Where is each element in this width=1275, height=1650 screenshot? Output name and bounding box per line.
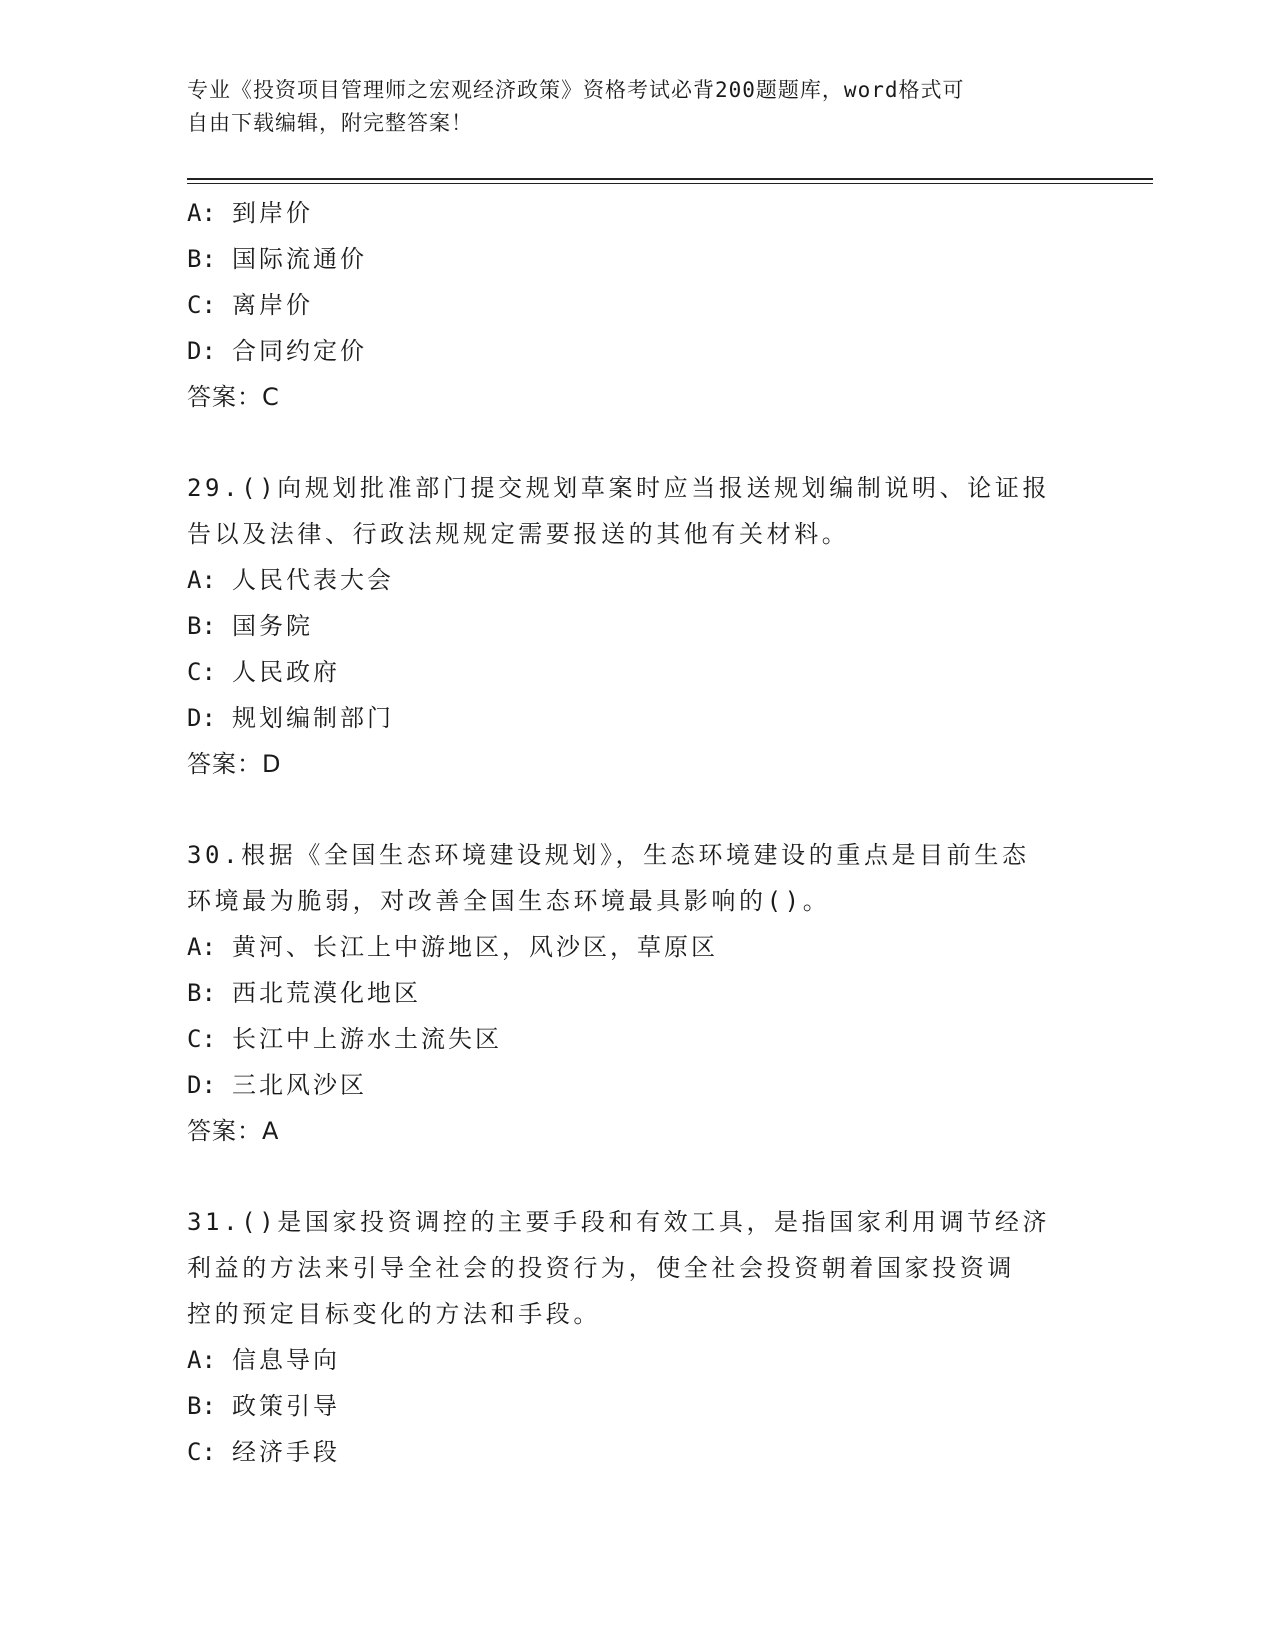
option-a: A: 到岸价	[187, 199, 313, 227]
question-31	[187, 1199, 1087, 1475]
option-c: C: 经济手段	[187, 1438, 340, 1466]
question-text: 29.()向规划批准部门提交规划草案时应当报送规划编制说明、论证报 告以及法律、行政法规规定需要报送的其他有关材料。	[187, 474, 1051, 548]
question-list	[187, 190, 1087, 1475]
question-text: 30.根据《全国生态环境建设规划》，生态环境建设的重点是目前生态 环境最为脆弱，对改善全国生态环境最具影响的()。	[187, 841, 1030, 915]
answer: 答案：D	[187, 750, 282, 778]
option-c: C: 长江中上游水土流失区	[187, 1025, 502, 1053]
header-line-1: 专业《投资项目管理师之宏观经济政策》资格考试必背200题题库，word格式可	[187, 78, 965, 102]
answer: 答案：A	[187, 1117, 280, 1145]
document-header	[187, 74, 1067, 140]
option-c: C: 人民政府	[187, 658, 340, 686]
option-d: D: 三北风沙区	[187, 1071, 367, 1099]
option-b: B: 政策引导	[187, 1392, 340, 1420]
option-a: A: 信息导向	[187, 1346, 340, 1374]
option-c: C: 离岸价	[187, 291, 313, 319]
option-a: A: 人民代表大会	[187, 566, 394, 594]
option-d: D: 规划编制部门	[187, 704, 394, 732]
answer: 答案：C	[187, 383, 280, 411]
question-text: 31.()是国家投资调控的主要手段和有效工具，是指国家利用调节经济 利益的方法来引导全社会的投资行为，使全社会投资朝着国家投资调 控的预定目标变化的方法和手段。	[187, 1208, 1051, 1328]
header-line-2: 自由下载编辑，附完整答案！	[187, 111, 473, 135]
header-rule-thick	[187, 178, 1153, 180]
question-30	[187, 832, 1087, 1154]
option-d: D: 合同约定价	[187, 337, 367, 365]
option-b: B: 西北荒漠化地区	[187, 979, 421, 1007]
question-29	[187, 465, 1087, 787]
option-b: B: 国际流通价	[187, 245, 367, 273]
option-b: B: 国务院	[187, 612, 313, 640]
option-a: A: 黄河、长江上中游地区，风沙区，草原区	[187, 933, 718, 961]
header-rule-thin	[187, 183, 1153, 184]
question-28	[187, 190, 1087, 420]
